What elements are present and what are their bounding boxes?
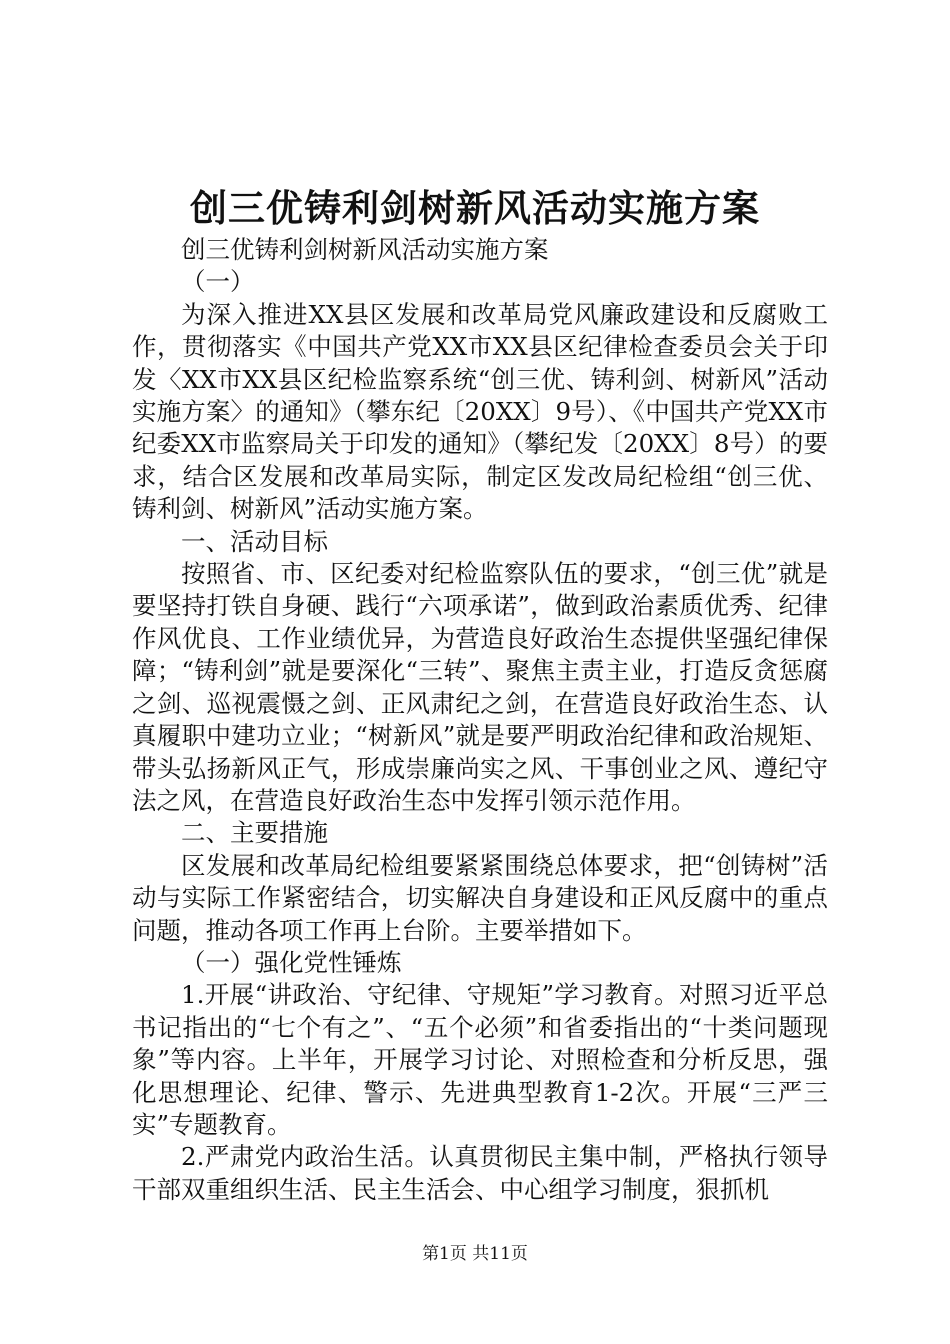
page-footer: 第1页 共11页 xyxy=(422,1244,528,1264)
body-paragraph: 2.严肃党内政治生活。认真贯彻民主集中制，严格执行领导干部双重组织生活、民主生活会、中心组学习制度，狠抓机 xyxy=(132,1142,828,1204)
section-heading: 二、主要措施 xyxy=(181,818,328,848)
body-paragraph: 按照省、市、区纪委对纪检监察队伍的要求，“创三优”就是要坚持打铁自身硬、践行“六项承诺”，做到政治素质优秀、纪律作风优良、工作业绩优异，为营造良好政治生态提供坚强纪律保障；“铸利剑”就是要深化“三转”、聚焦主责主业，打造反贪惩腐之剑、巡视震慑之剑、正风肃纪之剑，在营造良好政治生态、认真履职中建功立业；“树新风”就是要严明政治纪律和政治规矩、带头弘扬新风正气，形成崇廉尚实之风、干事创业之风、遵纪守法之风，在营造良好政治生态中发挥引领示范作用。 xyxy=(132,559,828,815)
body-paragraph: （一） xyxy=(181,267,255,297)
document-body xyxy=(132,234,828,1206)
body-paragraph: 为深入推进XX县区发展和改革局党风廉政建设和反腐败工作，贯彻落实《中国共产党XX市XX县区纪律检查委员会关于印发〈XX市XX县区纪检监察系统“创三优、铸利剑、树新风”活动实施方案〉的通知》（攀东纪〔20XX〕9号）、《中国共产党XX市纪委XX市监察局关于印发的通知》（攀纪发〔20XX〕8号）的要求，结合区发展和改革局实际，制定区发改局纪检组“创三优、铸利剑、树新风”活动实施方案。 xyxy=(132,299,828,524)
document-title: 创三优铸利剑树新风活动实施方案 xyxy=(190,186,760,230)
body-paragraph: 1.开展“讲政治、守纪律、守规矩”学习教育。对照习近平总书记指出的“七个有之”、“五个必须”和省委指出的“十类问题现象”等内容。上半年，开展学习讨论、对照检查和分析反思，强化思想理论、纪律、警示、先进典型教育1-2次。开展“三严三实”专题教育。 xyxy=(132,980,828,1139)
subsection-heading: （一）强化党性锤炼 xyxy=(181,947,402,977)
section-heading: 一、活动目标 xyxy=(181,526,328,556)
body-paragraph: 区发展和改革局纪检组要紧紧围绕总体要求，把“创铸树”活动与实际工作紧密结合，切实解决自身建设和正风反腐中的重点问题，推动各项工作再上台阶。主要举措如下。 xyxy=(132,850,828,945)
body-paragraph: 创三优铸利剑树新风活动实施方案 xyxy=(181,235,549,264)
